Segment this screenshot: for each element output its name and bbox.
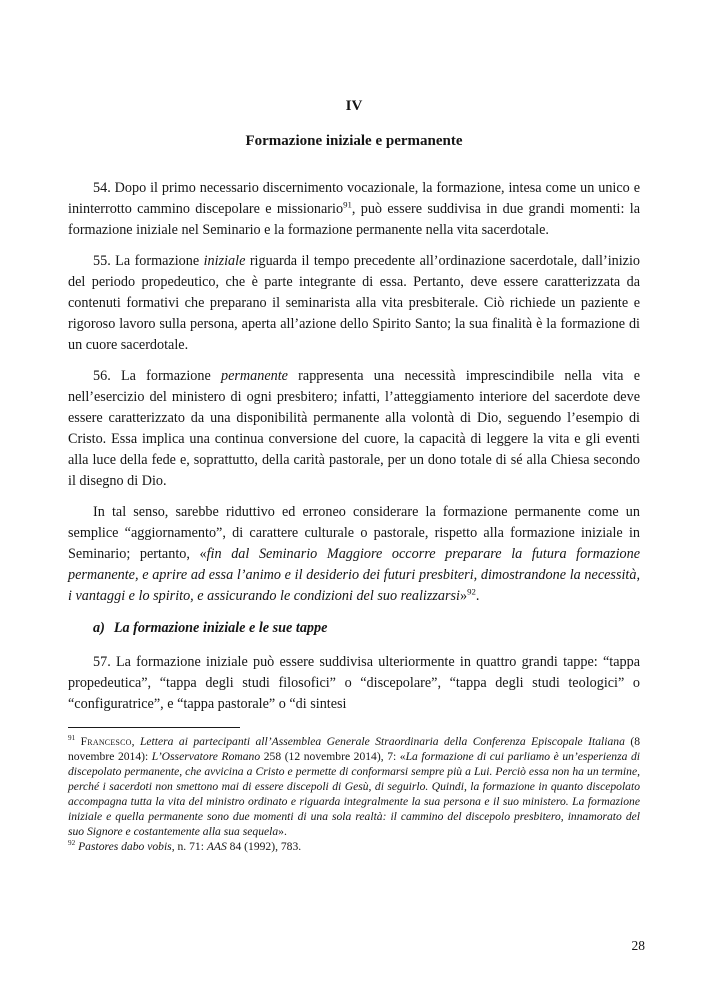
chapter-number: IV [345,98,363,114]
paragraph-56: 56. La formazione permanente rappresenta una necessità imprescindibile nella vita e nell’esercizio del ministero di ogni presbitero; infatti, l’atteggiamento interiore del sacerdote deve essere caratterizzato da una disponibilità permanente alla volontà di Dio, seguendo l’esempio di Cristo. Essa implica una continua conversione del cuore, la capacità di leggere la vita e gli eventi alla luce della fede e, soprattutto, della carità pastorale, per un dono totale di sé alla Chiesa secondo il disegno di Dio. [68,368,640,489]
footnote-91: $^{91}$ Francesco, Lettera ai partecipanti all’Assemblea Generale Straordinaria della Conferenza Episcopale Italiana (8 novembre 2014): L’Osservatore Romano 258 (12 novembre 2014), 7: «La formazione di cui parliamo è un’esperienza di discepolato permanente, che avvicina a Cristo e permette di conformarsi sempre più a Lui. Perciò essa non ha un termine, perché i sacerdoti non smettono mai di essere discepoli di Gesù, di seguirlo. Quindi, la formazione in quanto discepolato accompagna tutta la vita del ministro ordinato e riguarda integralmente la sua persona e il suo ministero. La formazione iniziale e quella permanente sono due momenti di una sola realtà: il cammino del discepolo presbitero, innamorato del suo Signore e costantemente alla sua sequela». [68,734,640,838]
page-number: 28 [631,938,645,953]
footnote-92: $^{92}$ Pastores dabo vobis, n. 71: AAS 84 (1992), 783. [68,839,302,853]
paragraph-54: 54. Dopo il primo necessario discernimento vocazionale, la formazione, intesa come un unico e ininterrotto cammino discepolare e missionario$^{91}$, può essere suddivisa in due grandi momenti: la formazione iniziale nel Seminario e la formazione permanente nella vita sacerdotale. [68,180,640,238]
footnote-separator [68,727,240,728]
chapter-title: Formazione iniziale e permanente [245,133,463,149]
subsection-heading-a: a) La formazione iniziale e le sue tappe [93,620,328,636]
paragraph-in-tal-senso: In tal senso, sarebbe riduttivo ed erroneo considerare la formazione permanente come un semplice “aggiornamento”, di carattere culturale o pastorale, rispetto alla formazione iniziale in Seminario; pertanto, «fin dal Seminario Maggiore occorre preparare la futura formazione permanente, e aprire ad essa l’animo e il desiderio dei futuri presbiteri, dimostrandone la necessità, i vantaggi e lo spirito, e assicurando le condizioni del suo realizzarsi»$^{92}$. [68,504,640,604]
footnotes-section [68,734,640,854]
paragraph-57: 57. La formazione iniziale può essere suddivisa ulteriormente in quattro grandi tappe: “tappa propedeutica”, “tappa degli studi filosofici” o “discepolare”, “tappa degli studi teologici” o “configuratrice”, e “tappa pastorale” o “di sintesi [68,654,640,712]
paragraph-55: 55. La formazione iniziale riguarda il tempo precedente all’ordinazione sacerdotale, dall’inizio del periodo propedeutico, che è parte integrante di essa. Pertanto, deve essere caratterizzata da contenuti formativi che preparano il seminarista alla vita presbiterale. Ciò richiede un paziente e rigoroso lavoro sulla persona, aperta all’azione dello Spirito Santo; la sua finalità è la formazione di un cuore sacerdotale. [68,253,641,353]
